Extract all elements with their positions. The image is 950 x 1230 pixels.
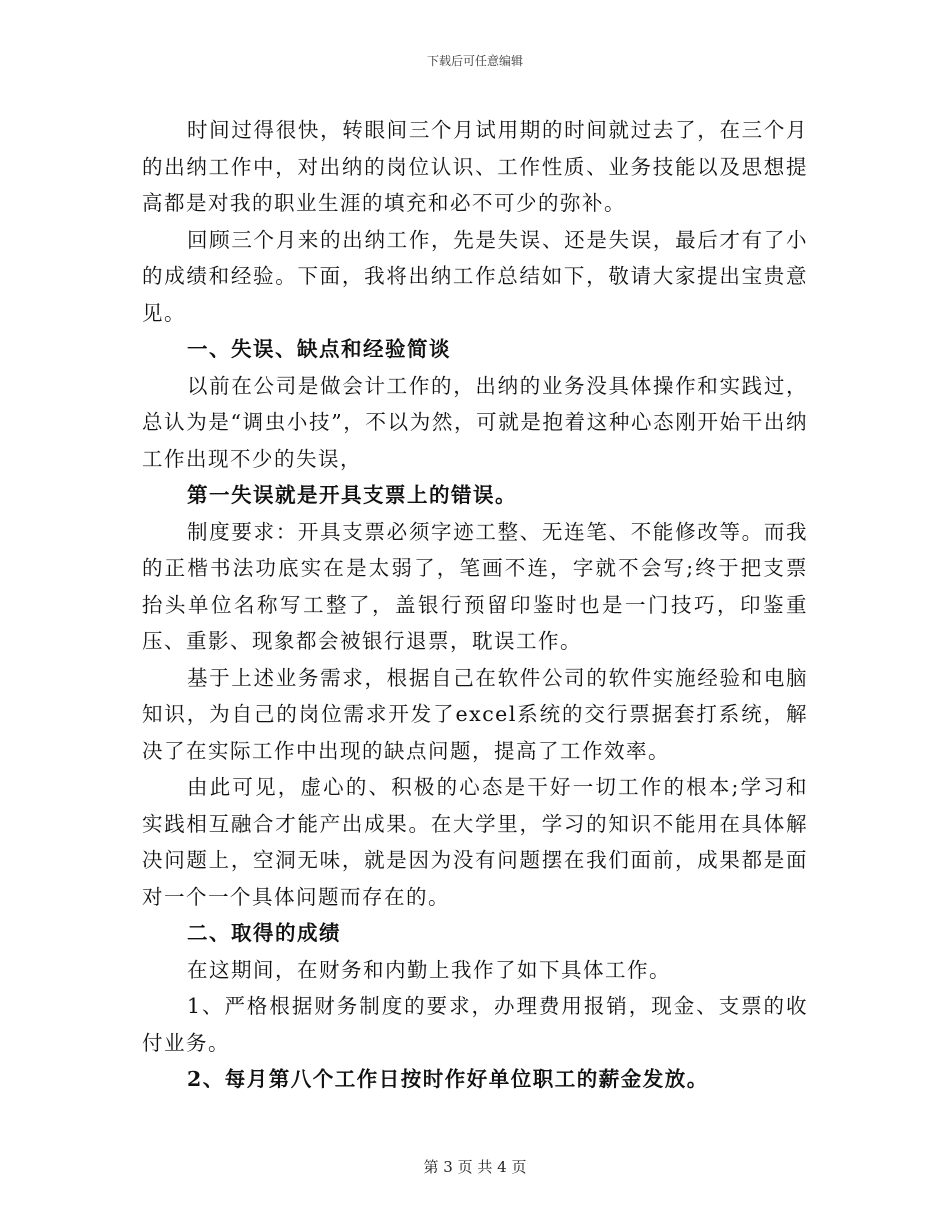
list-item-payroll: 2、每月第八个工作日按时作好单位职工的薪金发放。 — [187, 1067, 709, 1091]
paragraph-review: 回顾三个月来的出纳工作，先是失误、还是失误，最后才有了小的成绩和经验。下面，我将出纳工作总结如下，敬请大家提出宝贵意见。 — [142, 227, 808, 325]
paragraph-cheque-rules: 制度要求：开具支票必须字迹工整、无连笔、不能修改等。而我的正楷书法功底实在是太弱了，笔画不连，字就不会写;终于把支票抬头单位名称写工整了，盖银行预留印鉴时也是一门技巧，印鉴重压、重影、现象都会被银行退票，耽误工作。 — [142, 519, 808, 653]
section-heading-mistakes: 一、失误、缺点和经验简谈 — [187, 337, 451, 361]
section-heading-achievements: 二、取得的成绩 — [187, 921, 341, 945]
paragraph-excel-system: 基于上述业务需求，根据自己在软件公司的软件实施经验和电脑知识，为自己的岗位需求开发了excel系统的交行票据套打系统，解决了在实际工作中出现的缺点问题，提高了工作效率。 — [142, 665, 808, 763]
page-header-note: 下载后可任意编辑 — [426, 54, 523, 68]
paragraph-conclusion: 由此可见，虚心的、积极的心态是干好一切工作的根本;学习和实践相互融合才能产出成果。在大学里，学习的知识不能用在具体解决问题上，空洞无味，就是因为没有问题摆在我们面前，成果都是面对一个一个具体问题而存在的。 — [142, 775, 808, 909]
paragraph-work-intro: 在这期间，在财务和内勤上我作了如下具体工作。 — [187, 957, 671, 982]
subheading-first-mistake: 第一失误就是开具支票上的错误。 — [187, 483, 517, 507]
page-number: 第 3 页 共 4 页 — [423, 1158, 527, 1176]
paragraph-background: 以前在公司是做会计工作的，出纳的业务没具体操作和实践过，总认为是“调虫小技”，不以为然，可就是抱着这种心态刚开始干出纳工作出现不少的失误， — [142, 373, 808, 471]
paragraph-intro: 时间过得很快，转眼间三个月试用期的时间就过去了，在三个月的出纳工作中，对出纳的岗位认识、工作性质、业务技能以及思想提高都是对我的职业生涯的填充和必不可少的弥补。 — [142, 118, 808, 215]
list-item-reimbursement: 1、严格根据财务制度的要求，办理费用报销，现金、支票的收付业务。 — [142, 994, 808, 1055]
document-body — [142, 112, 808, 1098]
